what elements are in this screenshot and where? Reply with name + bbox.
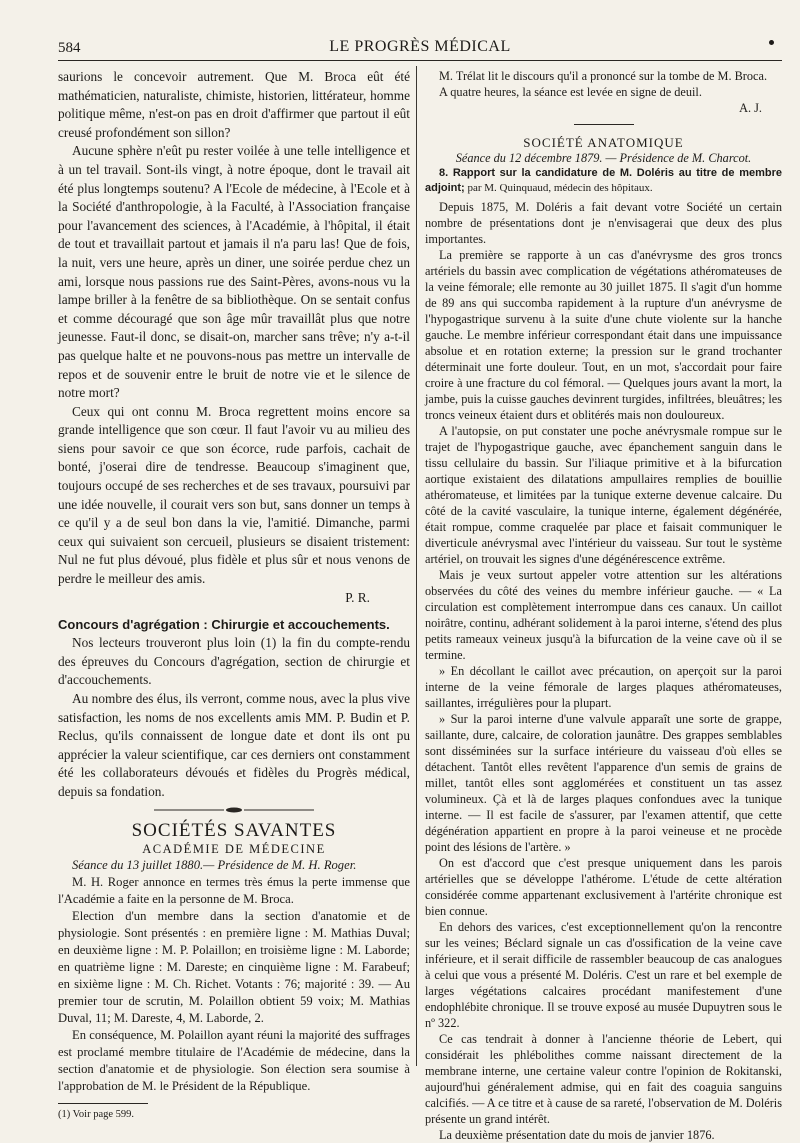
running-title: LE PROGRÈS MÉDICAL: [329, 38, 511, 55]
academie-paragraph-3: En conséquence, M. Polaillon ayant réuni la majorité des suffrages est proclamé membre titulaire de l'Académie de médecine, dans la section d'anatomie et de physiologie. Son élection sera soumise à l'approbation de M. le Président de la République.: [58, 1027, 410, 1093]
page-header: [58, 38, 782, 61]
academie-paragraph-2: Election d'un membre dans la section d'anatomie et de physiologie. Sont présentés : en première ligne : M. Mathias Duval; en deuxième ligne : M. P. Polaillon; en troisième ligne : M. Laborde; en quatrième ligne : M. Dareste; en cinquième ligne : M. Farabeuf; en sixième ligne : M. Ch. Richet. Votants : 76; majorité : 39. — Au premier tour de scrutin, M. Polaillon obtient 59 voix; M. Mathias Duval, 11; M. Dareste, 4, M. Laborde, 2.: [58, 908, 410, 1025]
right-column: [425, 68, 782, 1143]
closing-signature: A. J.: [739, 101, 762, 115]
obit-signature: P. R.: [345, 589, 370, 605]
rapport-paragraph-10: La deuxième présentation date du mois de janvier 1876.: [439, 1128, 715, 1142]
societe-anatomique-heading: SOCIÉTÉ ANATOMIQUE: [523, 135, 684, 150]
rapport-paragraph-3: A l'autopsie, on put constater une poche anévrysmale rompue sur le trajet de l'hypogastrique gauche, avec épanchement sanguin dans le tissu cellulaire du bassin. Sur l'iliaque primitive et à la bifurcation aortique existaient des dilatations ampullaires remplies de bouillie athéromateuse, et limitées par la tunique externe devenue calcaire. Du côté de la cavité vasculaire, la tunique interne, également dégénérée, était rompue, comme craquelée par place et faisait communiquer le diverticule anévrysmal avec l'intérieur du vaisseau. Sur tout le système artériel, on trouvait les signes d'une dégénérescence extrême.: [425, 424, 782, 566]
rapport-paragraph-1: Depuis 1875, M. Doléris a fait devant votre Société un certain nombre de présentations dont je n'envisagerai que deux des plus importantes.: [425, 200, 782, 246]
rapport-paragraph-9: Ce cas tendrait à donner à l'ancienne théorie de Lebert, qui considérait les phlébolithes comme naissant directement de la membrane interne, une certaine valeur contre l'opinion de Rokitanski, aujourd'hui généralement admise, qui en fait des coaguia sanguins calcifiés. — A ce titre et à cause de sa rareté, l'observation de M. Doléris présente un grand intérêt.: [425, 1032, 782, 1126]
column-rule: [416, 66, 417, 1066]
rapport-paragraph-4: Mais je veux surtout appeler votre attention sur les altérations observées du côté des veines du membre inférieur gauche. — « La circulation est complètement interrompue dans ces canaux. Un caillot noirâtre, continu, adhérant solidement à la paroi interne, s'étend des plus petits rameaux veineux jusqu'à la bifurcation de la veine cave où il se termine.: [425, 568, 782, 662]
academie-session: Séance du 13 juillet 1880.— Présidence de M. H. Roger.: [72, 857, 357, 872]
academie-heading: ACADÉMIE DE MÉDECINE: [142, 841, 326, 856]
obit-paragraph-3: Ceux qui ont connu M. Broca regrettent moins encore sa grande intelligence que son cœur. Il faut l'avoir vu au milieu des siens pour savoir ce que son écorce, rude parfois, cachait de bonté, j'oserai dire de tendresse. Beaucoup s'imaginent que, toujours occupé de ses recherches et de ses travaux, poursuivi par une idée nouvelle, il courait vers son but, sans donner un temps à ce qu'il y a de seul bon dans la vie, l'amitié. Dimanche, parmi ceux qui suivaient son cercueil, plusieurs se disaient tristement: Nul ne fut plus dévoué, plus fidèle et plus sûr et nous venons de perdre le meilleur des amis.: [58, 403, 410, 587]
rapport-paragraph-5: » En décollant le caillot avec précaution, on aperçoit sur la paroi interne de la veine fémorale de larges plaques athéromateuses, saillantes, irrégulières pour la plupart.: [425, 664, 782, 710]
ornamental-divider: [58, 806, 410, 814]
rapport-lead: 8. Rapport sur la candidature de M. Doléris au titre de membre adjoint;: [425, 167, 782, 194]
left-column: [58, 68, 410, 1122]
academie-paragraph-1: M. H. Roger annonce en termes très émus la perte immense que l'Académie a faite en la personne de M. Broca.: [58, 874, 410, 906]
concours-heading: Concours d'agrégation : Chirurgie et accouchements.: [58, 617, 390, 633]
societe-session: Séance du 12 décembre 1879. — Présidence de M. Charcot.: [455, 151, 752, 165]
page-number: 584: [58, 40, 81, 56]
rapport-author: par M. Quinquaud, médecin des hôpitaux.: [467, 181, 653, 194]
concours-paragraph-2: Au nombre des élus, ils verront, comme nous, avec la plus vive satisfaction, les noms de nos excellents amis MM. P. Budin et P. Reclus, qu'ils connaissent de longue date et dont ils ont pu apprécier la valeur scientifique, car ces derniers ont constamment été les collaborateurs dévoués et fidèles du Progrès médical, depuis sa fondation.: [58, 691, 410, 799]
rapport-paragraph-7: On est d'accord que c'est presque uniquement dans les parois artérielles que se développe l'athérome. L'étude de cette altération considérée comme appartenant exclusivement à l'artérite chronique est bien connue.: [425, 856, 782, 918]
societes-savantes-heading: SOCIÉTÉS SAVANTES: [131, 819, 337, 841]
closing-paragraph: A quatre heures, la séance est levée en signe de deuil.: [439, 85, 702, 99]
ink-dot: [769, 40, 774, 45]
rapport-paragraph-6: » Sur la paroi interne d'une valvule apparaît une sorte de grappe, saillante, dure, calcaire, de coloration jaunâtre. Des grappes semblables sont disséminées sur la surface intérieure du vaisseau d'où elles se détachent. Tantôt elles revêtent l'apparence d'un semis de grains de millet, tantôt elles sont agglomérées et constituent un tas assez volumineux. Çà et là de larges plaques confondues avec la tunique interne. — Il est facile de s'assurer, par l'examen attentif, que cette dégénération appartient en propre à la paroi veineuse et ne procède point des lésions de l'artère. »: [425, 712, 782, 854]
rapport-paragraph-8: En dehors des varices, c'est exceptionnellement qu'on la rencontre sur les veines; Béclard signale un cas d'ossification de la veine cave inférieure, et il serait difficile de rassembler beaucoup de cas analogues à celui que vous a présenté M. Doléris. C'est un rare et bel exemple de larges végétations calcaires procédant manifestement d'une endophlébite chronique. Il se trouve exposé au musée Dupuytren sous le nº 322.: [425, 920, 782, 1030]
footnote-rule: [58, 1103, 148, 1104]
rapport-paragraph-2: La première se rapporte à un cas d'anévrysme des gros troncs artériels du bassin avec complication de végétations athéromateuses de la veine fémorale; elle remonte au 30 juillet 1875. Il s'agit d'un homme de 89 ans qui succomba rapidement à la rupture d'un anévrysme de l'hypogastrique survenu à la suite d'une chute violente sur la hanche gauche. Le membre inférieur correspondant était dans une impuissance absolue et en rotation externe; la pression sur le grand trochanter déterminait une forte douleur. Tout, en un mot, s'accordait pour faire croire à une fracture du col fémoral. — Quelques jours avant la mort, la jambe, puis la cuisse gauches devinrent turgides, infiltrées, bleuâtres; les troncs veineux étaient durs et oblitérés mais non douloureux.: [425, 248, 782, 422]
concours-paragraph-1: Nos lecteurs trouveront plus loin (1) la fin du compte-rendu des épreuves du Concours d'agrégation, section de chirurgie et d'accouchements.: [58, 635, 410, 688]
obit-paragraph-2: Aucune sphère n'eût pu rester voilée à une telle intelligence et à un tel travail. Sont-ils vingt, à notre époque, dont le travail ait été plus longtemps soutenu? A l'Ecole de médecine, à l'Ecole et à la Société d'anthropologie, à la Faculté, à l'Association française pour l'avancement des sciences, à l'Académie, à l'hôpital, il était de tout et travaillait partout et jamais il n'a paru las! Que de fois, la nuit, vers une heure, après un diner, une soirée perdue chez un ami, lorsque nous passions rue des Saint-Pères, avons-nous vu la lampe briller à la fenêtre de sa bibliothèque. On se sentait confus et comme découragé que son âge mûr travaillât plus que notre jeunesse. Faut-il donc, se disait-on, marcher sans trêve; n'y a-t-il pas quelque halte et ne pouvons-nous pas mettre un intervalle de repos et de souvenir entre le bruit de notre vie et le silence de notre mort?: [58, 143, 410, 401]
trelat-paragraph: M. Trélat lit le discours qu'il a prononcé sur la tombe de M. Broca.: [439, 69, 768, 83]
rapport-heading: [425, 166, 782, 195]
obit-paragraph-1: saurions le concevoir autrement. Que M. Broca eût été mathématicien, naturaliste, chimiste, historien, littérateur, homme politique même, n'est-on pas en droit d'affirmer que partout il eût creusé profondément son sillon?: [58, 69, 410, 140]
footnote: (1) Voir page 599.: [58, 1108, 135, 1120]
section-rule: [574, 124, 634, 125]
